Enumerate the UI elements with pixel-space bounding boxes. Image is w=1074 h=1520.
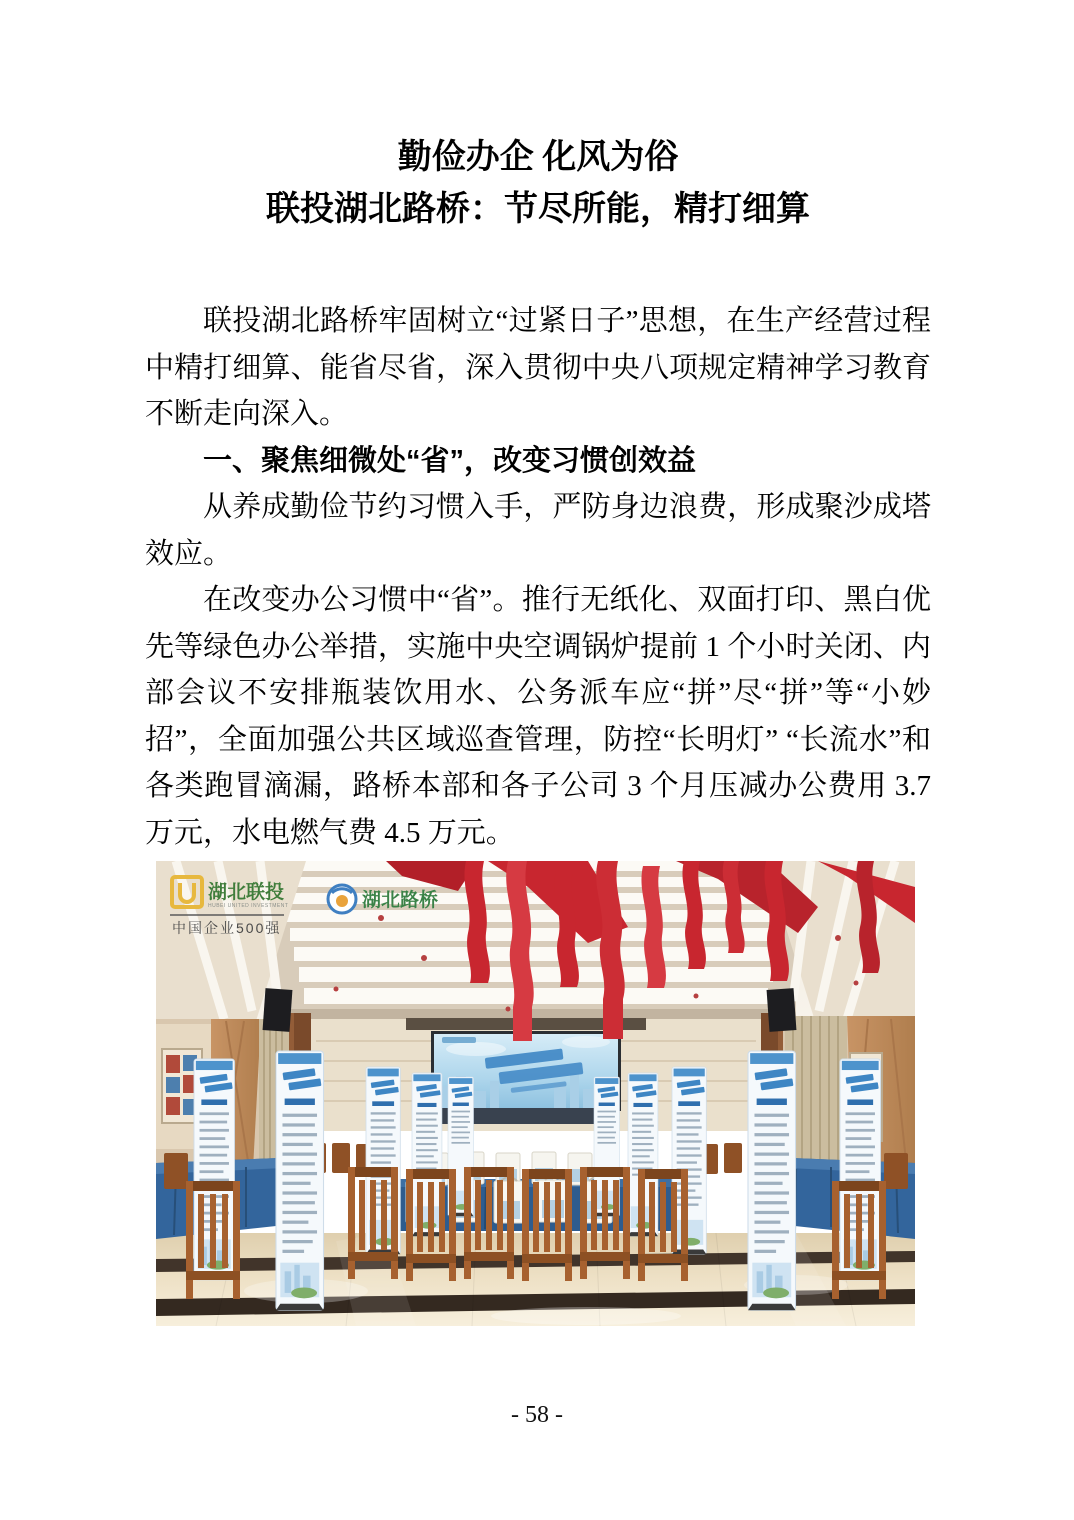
paragraph-3: 在改变办公习惯中“省”。推行无纸化、双面打印、黑白优先等绿色办公举措，实施中央空调锅炉提前 1 个小时关闭、内部会议不安排瓶装饮用水、公务派车应“拼”尽“拼”等“小妙招”，全面加强公共区域巡查管理，防控“长明灯” “长流水”和各类跑冒滴漏，路桥本部和各子公司 3 个月压减办公费用 3.7 万元，水电燃气费 4.5 万元。 [145,584,931,849]
logo1-name-text: 湖北联投 [208,882,285,903]
page-number: - 58 - [511,1402,563,1428]
title-block [145,132,931,236]
document-title-line2: 联投湖北路桥：节尽所能，精打细算 [266,191,810,228]
conference-room-photo [156,861,915,1326]
paragraph-intro: 联投湖北路桥牢固树立“过紧日子”思想，在生产经营过程中精打细算、能省尽省，深入贯彻中央八项规定精神学习教育不断走向深入。 [145,305,931,430]
hubei-luqiao-logo [328,885,438,913]
paragraph-2: 从养成勤俭节约习惯入手，严防身边浪费，形成聚沙成塔效应。 [145,491,931,570]
speaker-left [263,988,293,1032]
document-title-line1: 勤俭办企 化风为俗 [397,139,679,176]
document-content [145,132,931,1326]
logo2-name-text: 湖北路桥 [362,890,439,911]
section-heading-1: 一、聚焦细微处“省”，改变习惯创效益 [203,444,697,477]
speaker-right [767,988,797,1032]
logo1-tagline-text: 中国企业500强 [172,920,282,936]
logo1-subtitle-text: HUBEI UNITED INVESTMENT [208,903,289,909]
conference-room-illustration [156,861,915,1326]
